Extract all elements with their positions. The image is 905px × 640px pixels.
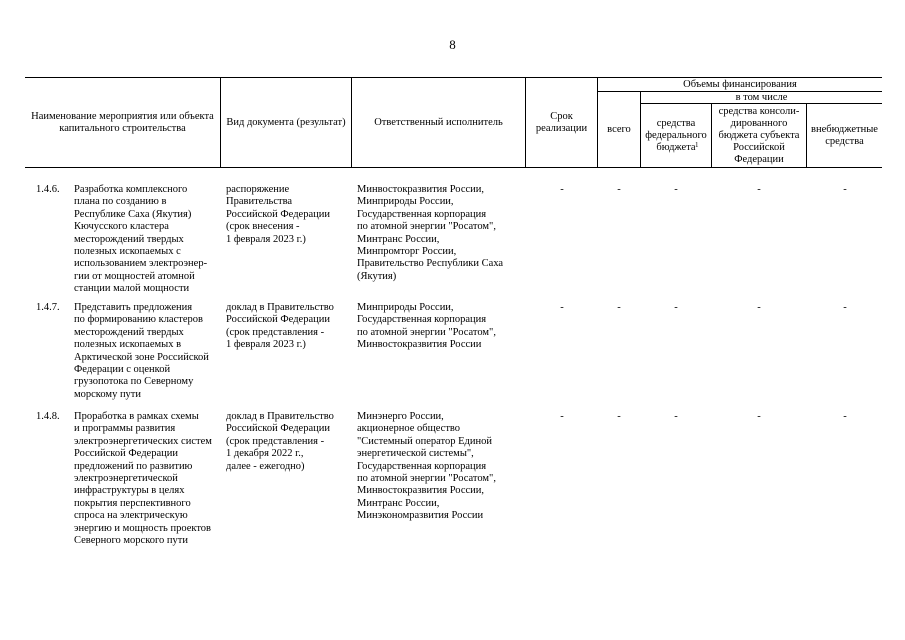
header-responsible: Ответственный исполнитель [374,116,503,128]
row-doc: доклад в Правительство Российской Федерации (срок представления - 1 декабря 2022 г., далее - ежегодно) [226,411,334,472]
header-federal-footnote: 1 [695,141,699,149]
header-name: Наименование мероприятия или объекта капитального строительства [31,110,214,134]
header-financing: Объемы финансирования [683,78,797,90]
row-total: - [617,411,621,422]
row-total: - [617,302,621,313]
row-consolidated: - [757,184,761,195]
header-bottom-border [25,167,882,168]
header-total: всего [607,123,631,135]
row-extra: - [843,184,847,195]
header-doc: Вид документа (результат) [226,116,346,128]
row-name: Представить предложения по формированию кластеров месторождений твердых полезных ископаемых в Арктической зоне Российской Федерации с оценкой грузопотока по Северному морскому пути [74,302,209,400]
header-federal [641,104,711,167]
row-extra: - [843,302,847,313]
row-term: - [560,411,564,422]
header-extra: внебюджетные средства [811,123,878,147]
row-extra: - [843,411,847,422]
header-incl: в том числе [735,91,788,103]
row-term: - [560,302,564,313]
row-responsible: Минвостокразвития России, Минприроды России, Государственная корпорация по атомной энергии "Росатом", Минтранс России, Минпромторг России, Правительство Республики Саха (Якутия) [357,184,504,282]
header-consolidated: средства консоли-дированного бюджета субъекта Российской Федерации [718,105,800,165]
row-number: 1.4.8. [36,411,60,422]
row-federal: - [674,411,678,422]
row-number: 1.4.7. [36,302,60,313]
table-header [0,0,905,170]
row-consolidated: - [757,302,761,313]
row-term: - [560,184,564,195]
row-doc: доклад в Правительство Российской Федерации (срок представления - 1 февраля 2023 г.) [226,302,334,351]
row-consolidated: - [757,411,761,422]
row-responsible: Минэнерго России, акционерное общество "Системный оператор Единой энергетической системы", Государственная корпорация по атомной энергии "Росатом", Минвостокразвития России, Минтранс России, Минэкономразвития России [357,411,496,522]
row-federal: - [674,184,678,195]
page-number: 8 [449,37,456,52]
row-responsible: Минприроды России, Государственная корпорация по атомной энергии "Росатом", Минвостокразвития России [357,302,496,351]
row-name: Проработка в рамках схемы и программы развития электроэнергетических систем Российской Федерации предложений по развитию электроэнергетической инфраструктуры в целях покрытия перспективного спроса на электрическую энергию и мощность проектов Северного морского пути [74,411,212,547]
header-federal-text: средства федерального бюджета [645,117,707,153]
header-term: Срок реализации [535,110,588,134]
row-doc: распоряжение Правительства Российской Федерации (срок внесения - 1 февраля 2023 г.) [226,184,330,245]
row-total: - [617,184,621,195]
row-name: Разработка комплексного плана по созданию в Республике Саха (Якутия) Кючусского кластера месторождений твердых полезных ископаемых с использованием электроэнер- гии от мощностей атомной станции малой мощности [74,184,208,295]
row-federal: - [674,302,678,313]
row-number: 1.4.6. [36,184,60,195]
